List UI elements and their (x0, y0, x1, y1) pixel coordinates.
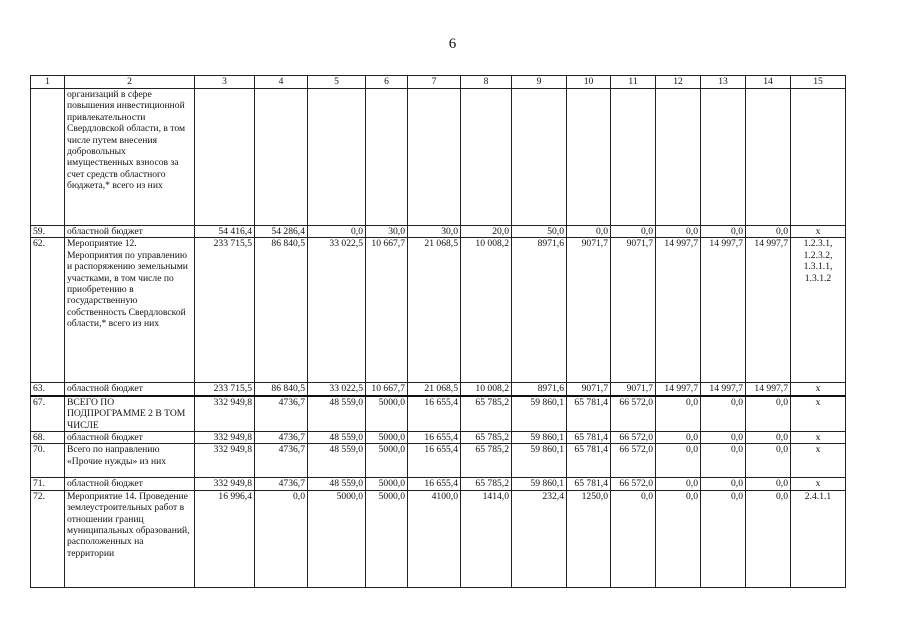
value-cell: 14 997,7 (656, 383, 701, 396)
value-cell: 0,0 (746, 444, 791, 478)
value-cell: 66 572,0 (611, 478, 656, 490)
value-cell: 14 997,7 (701, 383, 746, 396)
value-cell: 10 667,7 (366, 238, 408, 383)
value-cell: 65 785,2 (461, 444, 512, 478)
value-cell: 10 008,2 (461, 383, 512, 396)
value-cell: 0,0 (656, 226, 701, 238)
value-cell: 0,0 (746, 432, 791, 444)
value-cell: 86 840,5 (255, 383, 308, 396)
value-cell: 0,0 (567, 226, 611, 238)
value-cell: 86 840,5 (255, 238, 308, 383)
col-header: 8 (461, 76, 512, 89)
value-cell: 66 572,0 (611, 432, 656, 444)
value-cell: 0,0 (308, 226, 366, 238)
target-indicators-cell (791, 89, 846, 226)
value-cell: 14 997,7 (746, 383, 791, 396)
value-cell: 65 785,2 (461, 478, 512, 490)
value-cell: 21 068,5 (408, 238, 461, 383)
value-cell: 0,0 (656, 444, 701, 478)
value-cell: 0,0 (611, 490, 656, 587)
value-cell: 4100,0 (408, 490, 461, 587)
table-row (31, 478, 846, 490)
col-header: 7 (408, 76, 461, 89)
value-cell: 48 559,0 (308, 444, 366, 478)
value-cell: 48 559,0 (308, 432, 366, 444)
target-indicators-cell: x (791, 226, 846, 238)
value-cell: 16 655,4 (408, 432, 461, 444)
target-indicators-cell: x (791, 478, 846, 490)
value-cell: 0,0 (746, 226, 791, 238)
col-header: 13 (701, 76, 746, 89)
value-cell: 0,0 (701, 490, 746, 587)
value-cell: 14 997,7 (746, 238, 791, 383)
value-cell: 10 008,2 (461, 238, 512, 383)
value-cell: 0,0 (656, 396, 701, 432)
value-cell: 48 559,0 (308, 396, 366, 432)
table-row (31, 238, 846, 383)
row-number: 67. (31, 396, 65, 432)
value-cell: 5000,0 (366, 396, 408, 432)
value-cell: 0,0 (656, 478, 701, 490)
value-cell: 16 996,4 (195, 490, 255, 587)
row-description: Мероприятие 14. Проведение землеустроительных работ в отношении границ муниципальных образований, расположенных на территории (65, 490, 195, 587)
value-cell (567, 89, 611, 226)
value-cell (611, 89, 656, 226)
value-cell: 59 860,1 (512, 432, 567, 444)
target-indicators-cell: x (791, 432, 846, 444)
table-row (31, 444, 846, 478)
value-cell: 0,0 (656, 490, 701, 587)
value-cell (195, 89, 255, 226)
row-number: 59. (31, 226, 65, 238)
col-header: 4 (255, 76, 308, 89)
col-header: 1 (31, 76, 65, 89)
col-header: 2 (65, 76, 195, 89)
col-header: 11 (611, 76, 656, 89)
value-cell: 1250,0 (567, 490, 611, 587)
col-header: 10 (567, 76, 611, 89)
value-cell: 0,0 (701, 226, 746, 238)
value-cell (512, 89, 567, 226)
target-indicators-cell: 1.2.3.1, 1.2.3.2, 1.3.1.1, 1.3.1.2 (791, 238, 846, 383)
row-number: 72. (31, 490, 65, 587)
row-number (31, 89, 65, 226)
value-cell: 233 715,5 (195, 383, 255, 396)
value-cell: 65 781,4 (567, 444, 611, 478)
value-cell: 5000,0 (366, 444, 408, 478)
table-row (31, 89, 846, 226)
value-cell: 332 949,8 (195, 478, 255, 490)
value-cell: 0,0 (611, 226, 656, 238)
row-number: 68. (31, 432, 65, 444)
value-cell: 48 559,0 (308, 478, 366, 490)
value-cell: 5000,0 (366, 478, 408, 490)
value-cell: 0,0 (701, 478, 746, 490)
col-header: 6 (366, 76, 408, 89)
value-cell: 14 997,7 (656, 238, 701, 383)
col-header: 3 (195, 76, 255, 89)
value-cell: 4736,7 (255, 432, 308, 444)
value-cell: 9071,7 (567, 383, 611, 396)
row-description: областной бюджет (65, 383, 195, 396)
value-cell: 4736,7 (255, 478, 308, 490)
value-cell: 8971,6 (512, 238, 567, 383)
value-cell: 16 655,4 (408, 478, 461, 490)
row-description: Всего по направлению «Прочие нужды» из них (65, 444, 195, 478)
value-cell: 5000,0 (366, 490, 408, 587)
value-cell: 0,0 (255, 490, 308, 587)
value-cell: 33 022,5 (308, 383, 366, 396)
value-cell: 66 572,0 (611, 444, 656, 478)
col-header: 12 (656, 76, 701, 89)
value-cell: 232,4 (512, 490, 567, 587)
value-cell: 66 572,0 (611, 396, 656, 432)
value-cell: 65 781,4 (567, 396, 611, 432)
value-cell: 0,0 (746, 478, 791, 490)
value-cell (656, 89, 701, 226)
value-cell: 65 785,2 (461, 432, 512, 444)
value-cell: 0,0 (656, 432, 701, 444)
value-cell: 233 715,5 (195, 238, 255, 383)
row-description: областной бюджет (65, 226, 195, 238)
value-cell: 0,0 (746, 490, 791, 587)
value-cell: 5000,0 (308, 490, 366, 587)
row-description: организаций в сфере повышения инвестиционной привлекательности Свердловской области, в том числе путем внесения добровольных имущественных взносов за счет средств областного бюджета,* всего из них (65, 89, 195, 226)
value-cell: 33 022,5 (308, 238, 366, 383)
value-cell: 30,0 (408, 226, 461, 238)
value-cell: 5000,0 (366, 432, 408, 444)
value-cell (461, 89, 512, 226)
value-cell: 4736,7 (255, 396, 308, 432)
target-indicators-cell: x (791, 383, 846, 396)
value-cell: 332 949,8 (195, 432, 255, 444)
table-row (31, 383, 846, 396)
value-cell: 50,0 (512, 226, 567, 238)
value-cell: 332 949,8 (195, 396, 255, 432)
value-cell: 9071,7 (611, 238, 656, 383)
value-cell: 0,0 (701, 432, 746, 444)
target-indicators-cell: 2.4.1.1 (791, 490, 846, 587)
value-cell: 21 068,5 (408, 383, 461, 396)
value-cell: 59 860,1 (512, 444, 567, 478)
col-header: 14 (746, 76, 791, 89)
value-cell: 54 286,4 (255, 226, 308, 238)
value-cell: 20,0 (461, 226, 512, 238)
row-number: 70. (31, 444, 65, 478)
table-row (31, 396, 846, 432)
value-cell: 59 860,1 (512, 478, 567, 490)
target-indicators-cell: x (791, 396, 846, 432)
value-cell: 0,0 (701, 396, 746, 432)
value-cell: 65 785,2 (461, 396, 512, 432)
value-cell (746, 89, 791, 226)
value-cell: 4736,7 (255, 444, 308, 478)
value-cell (701, 89, 746, 226)
value-cell (308, 89, 366, 226)
table-row (31, 432, 846, 444)
row-description: областной бюджет (65, 478, 195, 490)
row-number: 71. (31, 478, 65, 490)
col-header: 15 (791, 76, 846, 89)
value-cell: 14 997,7 (701, 238, 746, 383)
target-indicators-cell: x (791, 444, 846, 478)
value-cell: 9071,7 (567, 238, 611, 383)
value-cell: 16 655,4 (408, 444, 461, 478)
col-header: 5 (308, 76, 366, 89)
value-cell: 54 416,4 (195, 226, 255, 238)
value-cell: 0,0 (746, 396, 791, 432)
row-number: 62. (31, 238, 65, 383)
value-cell: 10 667,7 (366, 383, 408, 396)
row-description: Мероприятие 12. Мероприятия по управлению и распоряжению земельными участками, в том числе по приобретению в государственную собственность Свердловской области,* всего из них (65, 238, 195, 383)
value-cell: 9071,7 (611, 383, 656, 396)
table-row (31, 226, 846, 238)
page-number: 6 (448, 36, 457, 52)
value-cell: 65 781,4 (567, 432, 611, 444)
row-description: областной бюджет (65, 432, 195, 444)
budget-table (30, 75, 846, 588)
col-header: 9 (512, 76, 567, 89)
value-cell (255, 89, 308, 226)
header-row (31, 76, 846, 89)
value-cell: 332 949,8 (195, 444, 255, 478)
row-description: ВСЕГО ПО ПОДПРОГРАММЕ 2 В ТОМ ЧИСЛЕ (65, 396, 195, 432)
value-cell (366, 89, 408, 226)
value-cell: 1414,0 (461, 490, 512, 587)
value-cell: 65 781,4 (567, 478, 611, 490)
value-cell: 0,0 (701, 444, 746, 478)
value-cell (408, 89, 461, 226)
row-number: 63. (31, 383, 65, 396)
value-cell: 30,0 (366, 226, 408, 238)
table-row (31, 490, 846, 587)
value-cell: 16 655,4 (408, 396, 461, 432)
value-cell: 8971,6 (512, 383, 567, 396)
value-cell: 59 860,1 (512, 396, 567, 432)
